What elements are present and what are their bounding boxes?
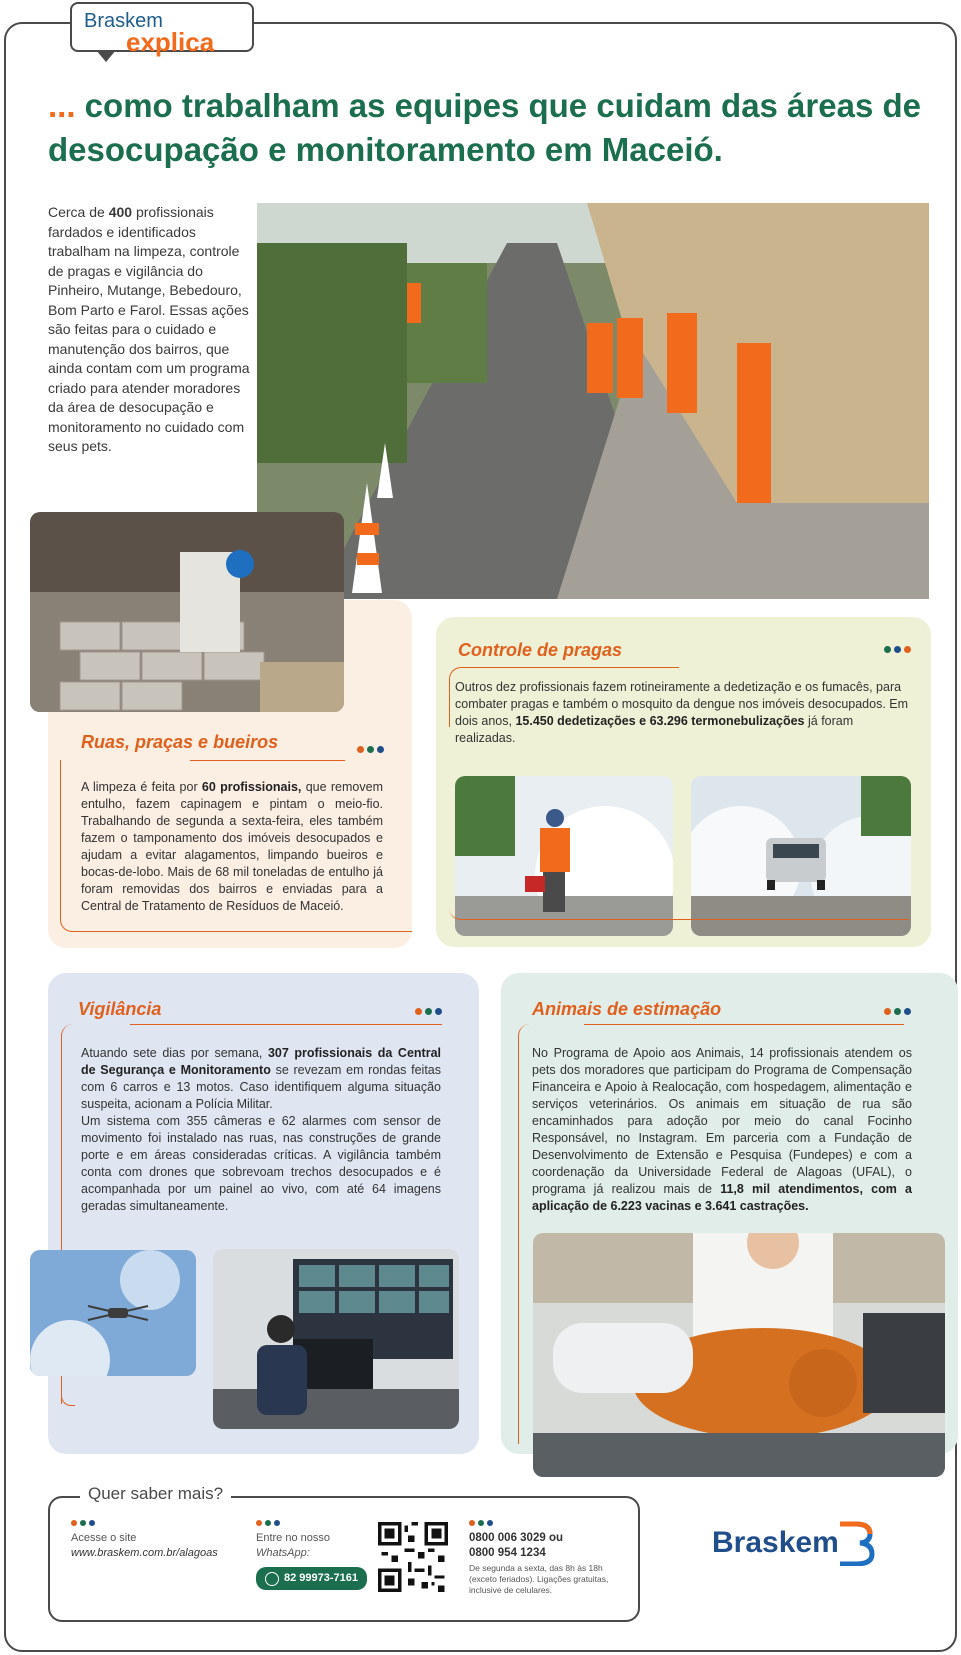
braskem-logo-mark-icon (836, 1520, 876, 1566)
site-column (71, 1520, 218, 1561)
speech-tail-icon (96, 50, 116, 62)
badge-line2: explica (126, 27, 215, 57)
animais-title: Animais de estimação (532, 999, 722, 1019)
whatsapp-label1: Entre no nosso (256, 1532, 330, 1544)
ruas-pre: A limpeza é feita por (81, 780, 202, 794)
vigilancia-bold: 307 profissionais da Central de Segurança e Monitoramento (81, 1046, 441, 1077)
whatsapp-icon (265, 1572, 279, 1586)
vigilancia-para2: Um sistema com 355 câmeras e 62 alarmes com sensor de movimento foi instalado nas ruas, nas construções de grande porte e em áreas consideradas críticas. A vigilância também conta com drones que sobrevoam trechos desocupados e é acompanhada por um painel ao vivo, com até 64 imagens geradas simultaneamente. (81, 1114, 441, 1213)
phone-dots-icon (469, 1520, 619, 1526)
whatsapp-button[interactable] (256, 1567, 367, 1590)
whatsapp-dots-icon (256, 1520, 367, 1526)
intro-text (48, 203, 253, 457)
vigilancia-title: Vigilância (78, 999, 162, 1019)
animais-top-line (584, 1024, 904, 1025)
pragas-pre: Outros dez profissionais fazem rotineiramente a dedetização e os fumacês, para combater pragas e também o mosquito da dengue nos imóveis desocupados. Em dois anos, (455, 680, 909, 728)
phone-hours: De segunda a sexta, das 8h às 18h (exceto feriados). Ligações gratuitas, inclusive de celulares. (469, 1563, 609, 1595)
site-dots-icon (71, 1520, 218, 1526)
title-dots: ... (48, 87, 76, 124)
vigilancia-text (81, 1045, 441, 1215)
vigilancia-post: se revezam em rondas feitas com 6 carros e 13 motos. Caso identifiquem alguma situação suspeita, acionam a Polícia Militar. (81, 1063, 441, 1111)
intro-pre: Cerca de (48, 204, 109, 220)
site-link[interactable]: www.braskem.com.br/alagoas (71, 1547, 218, 1559)
animais-pre: No Programa de Apoio aos Animais, 14 profissionais atendem os pets dos moradores que participam do Programa de Compensação Financeira e Apoio à Realocação, com hospedagem, alimentação e serviços veterinários. Os animais em situação de rua são encaminhados para adoção por meio do canal Focinho Responsável, no Instagram. Em parceria com a Fundação de Desenvolvimento de Extensão e Pesquisa (Fundepes) e com a coordenação da Universidade Federal de Alagoas (UFAL), o programa já realizou mais de (532, 1046, 912, 1196)
ruas-bold: 60 profissionais, (201, 780, 302, 794)
braskem-explica-badge (70, 2, 254, 57)
animais-bold: 11,8 mil atendimentos, com a aplicação de 6.223 vacinas e 3.641 castrações. (532, 1182, 912, 1213)
vigilancia-dots-icon (415, 1008, 442, 1015)
phone-number2[interactable]: 0800 954 1234 (469, 1547, 546, 1559)
ruas-top-line (190, 760, 345, 761)
pragas-post: já foram realizadas. (455, 714, 854, 745)
page-title (48, 84, 928, 172)
street-cleaning-photo (257, 203, 929, 599)
intro-number: 400 (108, 204, 133, 220)
wall-construction-photo (30, 512, 344, 712)
phone-number1[interactable]: 0800 006 3029 ou (469, 1532, 563, 1544)
whatsapp-label2: WhatsApp: (256, 1547, 310, 1559)
site-label: Acesse o site (71, 1532, 137, 1544)
ruas-dots-icon (357, 746, 384, 753)
pragas-rule-bottom (449, 700, 909, 920)
badge-line1: Braskem (84, 10, 163, 32)
whatsapp-number: 82 99973-7161 (284, 1572, 359, 1584)
animais-text (532, 1045, 912, 1215)
qr-code-icon[interactable] (378, 1522, 448, 1592)
animais-dots-icon (884, 1008, 911, 1015)
braskem-logo: Braskem (712, 1526, 839, 1559)
pragas-dots-icon (884, 646, 911, 653)
phone-column (469, 1520, 619, 1596)
pragas-bold: 15.450 dedetizações e 63.296 termonebulizações (515, 714, 805, 728)
ruas-text (81, 779, 383, 915)
footer-label: Quer saber mais? (80, 1484, 231, 1504)
ruas-title: Ruas, praças e bueiros (81, 732, 279, 752)
vigilancia-pre: Atuando sete dias por semana, (81, 1046, 268, 1060)
vigilancia-top-line (130, 1024, 442, 1025)
pragas-title: Controle de pragas (458, 640, 623, 660)
drone-photo (30, 1250, 196, 1376)
monitoring-center-photo (213, 1249, 459, 1429)
title-text: como trabalham as equipes que cuidam das áreas de desocupação e monitoramento em Maceió. (48, 87, 921, 168)
veterinary-dog-photo (533, 1233, 945, 1477)
ruas-post: que removem entulho, fazem capinagem e pintam o meio-fio. Trabalhando de segunda a sexta-feira, eles também fazem o tamponamento dos imóveis desocupados e ajudam a evitar alagamentos, limpando bueiros e bocas-de-lobo. Mais de 68 mil toneladas de entulho já foram removidas dos bairros e enviadas para a Central de Tratamento de Resíduos de Maceió. (81, 780, 383, 913)
intro-post: profissionais fardados e identificados trabalham na limpeza, controle de pragas e vigilância do Pinheiro, Mutange, Bebedouro, Bom Parto e Farol. Essas ações são feitas para o cuidado e manutenção dos bairros, que ainda contam com um programa criado para atender moradores da área de desocupação e monitoramento no cuidado com seus pets. (48, 204, 250, 454)
whatsapp-column (256, 1520, 367, 1591)
